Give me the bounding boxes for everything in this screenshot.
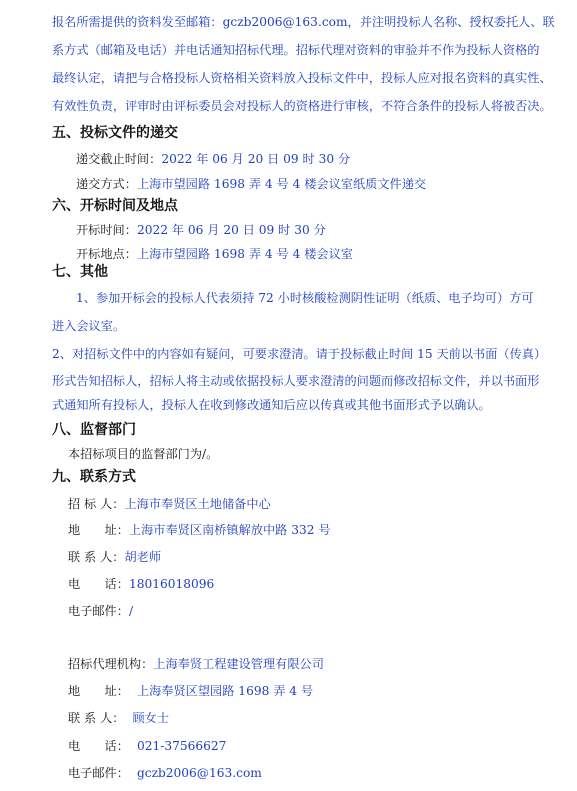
opening-time-label: 开标时间： — [76, 223, 137, 237]
agent-address-value: 上海奉贤区望园路 1698 弄 4 号 — [136, 684, 314, 698]
section-5-heading: 五、投标文件的递交 — [52, 125, 178, 141]
tenderer-contact-label: 联 系 人： — [68, 550, 125, 564]
opening-place-label: 开标地点： — [76, 247, 137, 261]
other-item-2-line-3: 式通知所有投标人，投标人在收到修改通知后应以传真或其他书面形式予以确认。 — [52, 398, 491, 412]
section-9-heading: 九、联系方式 — [52, 469, 136, 485]
method-value: 上海市望园路 1698 弄 4 号 4 楼会议室纸质文件递交 — [136, 177, 427, 191]
opening-place-value: 上海市望园路 1698 弄 4 号 4 楼会议室 — [136, 247, 353, 261]
intro-line-2: 系方式（邮箱及电话）并电话通知招标代理。招标代理对资料的审验并不作为投标人资格的 — [52, 43, 540, 57]
tenderer-name-label: 招 标 人： — [68, 497, 125, 511]
other-item-1-line-2: 进入会议室。 — [52, 319, 126, 333]
agent-phone-row — [68, 738, 226, 754]
opening-time-value: 2022 年 06 月 20 日 09 时 30 分 — [136, 223, 326, 237]
tenderer-contact-row — [68, 549, 161, 565]
tenderer-contact-value: 胡老师 — [124, 550, 162, 564]
section-8-heading: 八、监督部门 — [52, 422, 136, 438]
agent-address-row — [68, 683, 313, 699]
agent-phone-value: 021-37566627 — [136, 739, 227, 753]
submission-method-row — [76, 176, 426, 192]
opening-time-row — [76, 222, 326, 238]
agent-org-value: 上海奉贤工程建设管理有限公司 — [153, 657, 324, 671]
tenderer-phone-label: 电 话： — [68, 577, 129, 591]
tenderer-email-row — [68, 603, 133, 619]
section-6-heading: 六、开标时间及地点 — [52, 198, 178, 214]
agent-contact-value: 顾女士 — [132, 711, 170, 725]
intro-line-3: 最终认定，请把与合格投标人资格相关资料放入投标文件中，投标人应对报名资料的真实性、 — [52, 71, 552, 85]
agent-email-value[interactable]: gczb2006@163.com — [136, 766, 262, 780]
agent-contact-row — [68, 710, 169, 726]
tenderer-address-value: 上海市奉贤区南桥镇解放中路 332 号 — [128, 523, 331, 537]
other-item-2-line-1: 2、对招标文件中的内容如有疑问，可要求澄清。请于投标截止时间 15 天前以书面（传真） — [52, 347, 547, 361]
supervision-text: 本招标项目的监督部门为/。 — [68, 447, 219, 461]
agent-org-row — [68, 656, 324, 672]
intro-line-1: 报名所需提供的资料发至邮箱：gczb2006@163.com，并注明投标人名称、授权委托人、联 — [52, 15, 555, 29]
tenderer-email-label: 电子邮件： — [68, 604, 129, 618]
tenderer-address-row — [68, 522, 331, 538]
intro-line-4: 有效性负责，评审时由评标委员会对投标人的资格进行审核，不符合条件的投标人将被否决。 — [52, 99, 552, 113]
other-item-1-line-1: 1、参加开标会的投标人代表须持 72 小时核酸检测阴性证明（纸质、电子均可）方可 — [76, 291, 534, 305]
tenderer-name-row — [68, 496, 271, 512]
agent-address-label: 地 址： — [68, 684, 129, 698]
deadline-row — [76, 151, 350, 167]
deadline-label: 递交截止时间： — [76, 152, 162, 166]
tenderer-phone-value: 18016018096 — [128, 577, 215, 591]
deadline-value: 2022 年 06 月 20 日 09 时 30 分 — [161, 152, 351, 166]
tenderer-name-value: 上海市奉贤区土地储备中心 — [124, 497, 271, 511]
method-label: 递交方式： — [76, 177, 137, 191]
agent-phone-label: 电 话： — [68, 739, 129, 753]
agent-org-label: 招标代理机构： — [68, 657, 154, 671]
agent-contact-label: 联 系 人： — [68, 711, 125, 725]
opening-place-row — [76, 246, 353, 262]
agent-email-row — [68, 765, 262, 781]
tenderer-phone-row — [68, 576, 214, 592]
section-7-heading: 七、其他 — [52, 264, 108, 280]
tenderer-address-label: 地 址： — [68, 523, 129, 537]
tenderer-email-value: / — [128, 604, 134, 618]
other-item-2-line-2: 形式告知招标人，招标人将主动或依据投标人要求澄清的问题而修改招标文件，并以书面形 — [52, 374, 540, 388]
agent-email-label: 电子邮件： — [68, 766, 129, 780]
